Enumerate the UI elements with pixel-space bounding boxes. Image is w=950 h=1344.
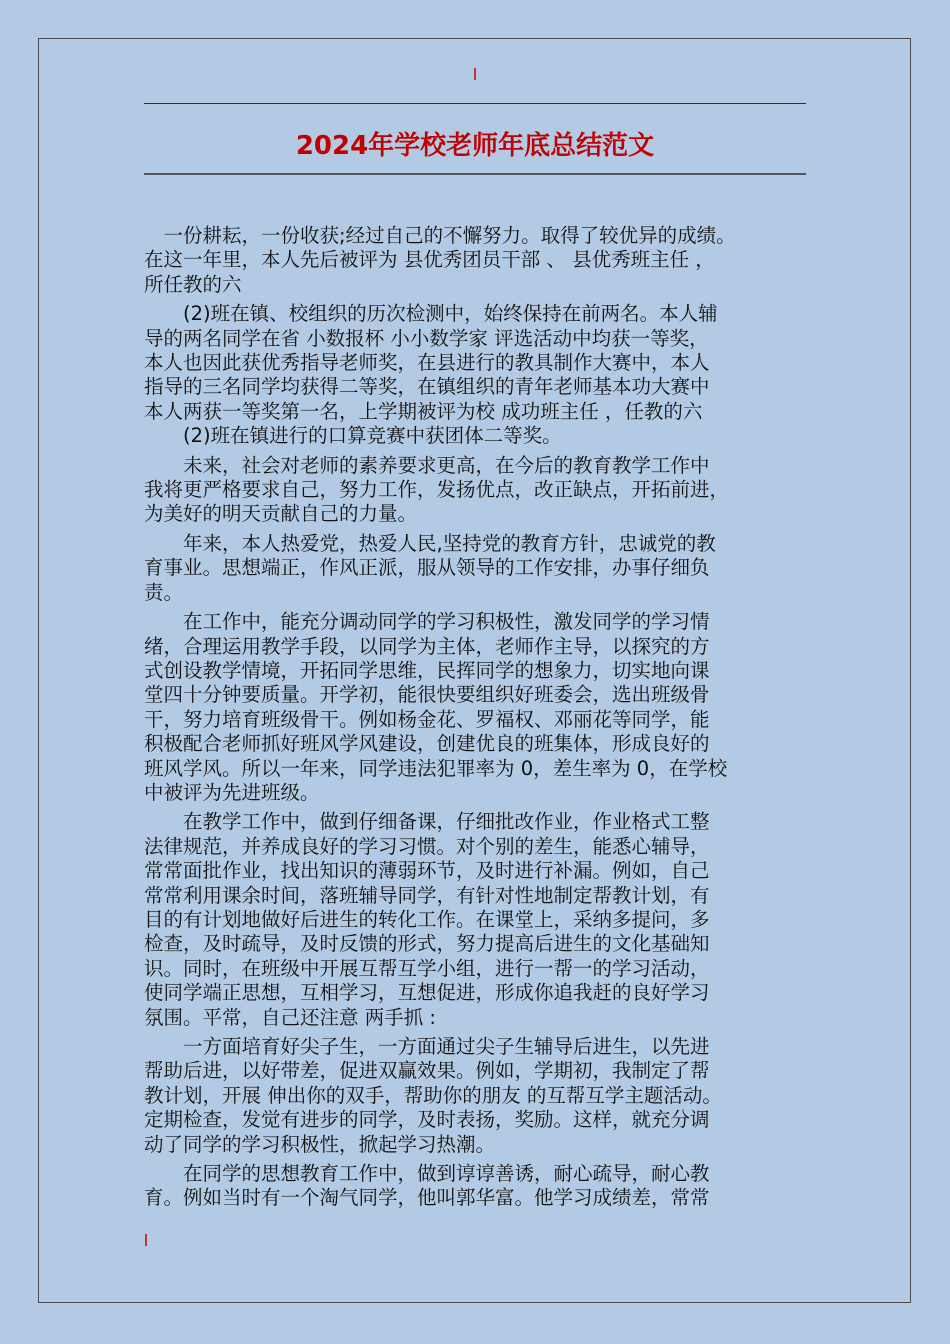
body-line: 我将更严格要求自己，努力工作，发扬优点，改正缺点，开拓前进， [144,478,730,502]
body-line: 氛围。平常，自己还注意 两手抓 : [144,1005,436,1029]
body-line: 育事业。思想端正，作风正派，服从领导的工作安排，办事仔细负 [144,556,710,580]
body-line: (2)班在镇、校组织的历次检测中，始终保持在前两名。本人辅 [144,302,718,326]
body-line: 识。同时，在班级中开展互帮互学小组，进行一帮一的学习活动， [144,956,710,980]
body-line: 在教学工作中，做到仔细备课，仔细批改作业，作业格式工整 [144,810,710,834]
body-line: 班风学风。所以一年来，同学违法犯罪率为 0，差生率为 0，在学校 [144,756,728,780]
header-rule [144,103,806,104]
body-line: 法律规范，并养成良好的学习习惯。对个别的差生，能悉心辅导， [144,834,710,858]
body-line: 在工作中，能充分调动同学的学习积极性，激发同学的学习情 [144,610,710,634]
body-line: 为美好的明天贡献自己的力量。 [144,502,418,526]
body-line: 所任教的六 [144,272,242,296]
title-rule [144,173,806,175]
body-line: 检查，及时疏导，及时反馈的形式，努力提高后进生的文化基础知 [144,932,710,956]
body-line: 本人两获一等奖第一名，上学期被评为校 成功班主任 ，任教的六 [144,399,703,423]
body-line: 年来，本人热爱党，热爱人民,坚持党的教育方针，忠诚党的教 [144,531,716,555]
body-line: 一方面培育好尖子生，一方面通过尖子生辅导后进生，以先进 [144,1035,710,1058]
body-line: 绪，合理运用教学手段，以同学为主体，老师作主导，以探究的方 [144,634,710,658]
body-line: 育。例如当时有一个淘气同学，他叫郭华富。他学习成绩差，常常 [144,1186,710,1210]
body-line: 动了同学的学习积极性，掀起学习热潮。 [144,1132,496,1156]
body-line: 在同学的思想教育工作中，做到谆谆善诱，耐心疏导，耐心教 [144,1162,710,1186]
body-line: 责。 [144,580,184,604]
body-line: 导的两名同学在省 小数报杯 小小数学家 评选活动中均获一等奖， [144,326,709,350]
body-line: 定期检查，发觉有进步的同学，及时表扬，奖励。这样，就充分调 [144,1108,710,1132]
body-line: 干，努力培育班级骨干。例如杨金花、罗福权、邓丽花等同学，能 [144,707,710,731]
body-line: 式创设教学情境，开拓同学思维，民挥同学的想象力，切实地向课 [144,658,710,682]
body-line: (2)班在镇进行的口算竞赛中获团体二等奖。 [144,424,562,448]
body-line: 在这一年里，本人先后被评为 县优秀团员干部 、 县优秀班主任 ， [144,248,715,272]
body-line: 指导的三名同学均获得二等奖，在镇组织的青年老师基本功大赛中 [144,375,710,399]
header-mark [474,68,476,80]
body-line: 常常面批作业，找出知识的薄弱环节，及时进行补漏。例如，自己 [144,859,710,883]
body-line: 堂四十分钟要质量。开学初，能很快要组织好班委会，选出班级骨 [144,683,710,707]
body-line: 使同学端正思想，互相学习，互想促进，形成你追我赶的良好学习 [144,981,710,1005]
document-body [144,224,824,1211]
body-line: 本人也因此获优秀指导老师奖，在县进行的教具制作大赛中，本人 [144,351,710,375]
body-line: 中被评为先进班级。 [144,780,320,804]
body-line: 教计划，开展 伸出你的双手，帮助你的朋友 的互帮互学主题活动。 [144,1083,722,1107]
body-line: 常常利用课余时间，落班辅导同学，有针对性地制定帮教计划，有 [144,883,710,907]
body-line: 一份耕耘，一份收获;经过自己的不懈努力。取得了较优异的成绩。 [144,224,736,247]
footer-mark [145,1234,147,1246]
body-line: 帮助后进，以好带差，促进双赢效果。例如，学期初，我制定了帮 [144,1059,710,1083]
document-title: 2024年学校老师年底总结范文 [295,131,655,161]
body-line: 未来，社会对老师的素养要求更高，在今后的教育教学工作中 [144,453,710,477]
body-line: 积极配合老师抓好班风学风建设，创建优良的班集体，形成良好的 [144,732,710,756]
body-line: 目的有计划地做好后进生的转化工作。在课堂上，采纳多提问，多 [144,907,710,931]
